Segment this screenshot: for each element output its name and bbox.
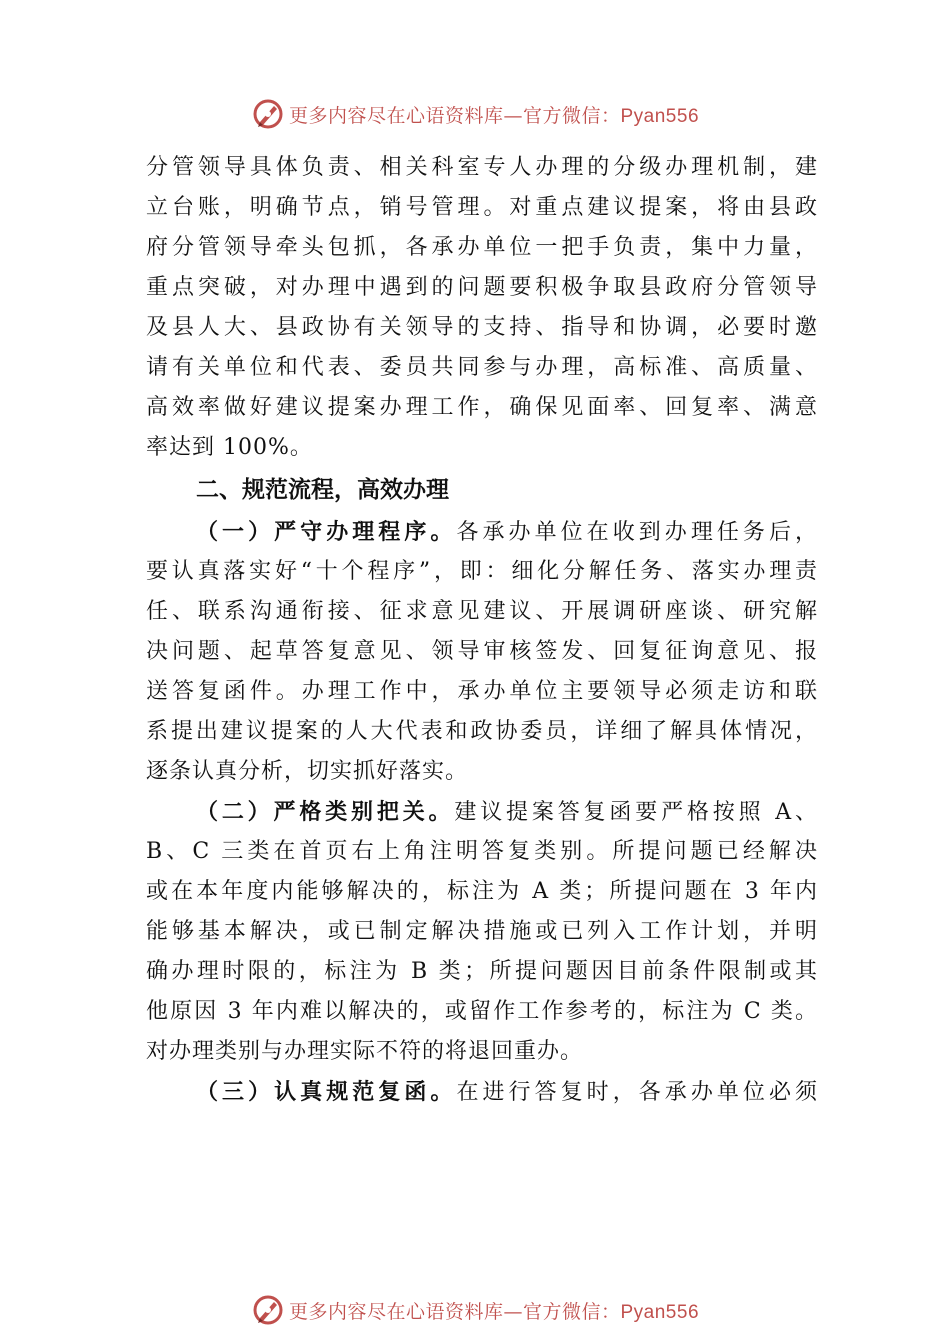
watermark-text: 更多内容尽在心语资料库—官方微信：Pyan556: [288, 104, 700, 127]
text-line: 及县人大、县政协有关领导的支持、指导和协调，必要时邀: [146, 315, 818, 340]
text-line: 立台账，明确节点，销号管理。对重点建议提案，将由县政: [146, 195, 818, 220]
text-line: 请有关单位和代表、委员共同参与办理，高标准、高质量、: [146, 355, 818, 380]
subsection-first-line: [146, 1072, 818, 1112]
text-run: 在进行答复时，各承办单位必须: [456, 1080, 818, 1105]
text-line: 高效率做好建议提案办理工作，确保见面率、回复率、满意: [146, 395, 818, 420]
section-heading: 二、规范流程，高效办理: [196, 477, 449, 503]
text-line: 任、联系沟通衔接、征求意见建议、开展调研座谈、研究解: [146, 599, 818, 624]
subsection-title: （二）严格类别把关。: [196, 799, 455, 825]
subsection-first-line: [146, 512, 818, 552]
document-body: [146, 148, 818, 1112]
text-run: 各承办单位在收到办理任务后，: [456, 520, 818, 545]
footer-watermark: [0, 1290, 950, 1330]
subsection-title: （三）认真规范复函。: [196, 1079, 457, 1105]
text-line: 重点突破，对办理中遇到的问题要积极争取县政府分管领导: [146, 275, 818, 300]
subsection-first-line: [146, 792, 818, 832]
text-line: 确办理时限的，标注为 B 类；所提问题因目前条件限制或其: [146, 959, 818, 984]
watermark-text: 更多内容尽在心语资料库—官方微信：Pyan556: [288, 1300, 700, 1323]
pen-circle-logo-icon: [251, 97, 285, 131]
paragraph-intro: [146, 148, 818, 468]
text-line: B、C 三类在首页右上角注明答复类别。所提问题已经解决: [146, 839, 818, 864]
pen-circle-logo-icon: [251, 1293, 285, 1327]
wechat-id: Pyan556: [620, 105, 700, 127]
text-line: 对办理类别与办理实际不符的将退回重办。: [146, 1039, 584, 1064]
text-line: 要认真落实好“十个程序”，即：细化分解任务、落实办理责: [146, 559, 818, 584]
header-watermark: [0, 94, 950, 134]
subsection-category: [146, 792, 818, 1072]
subsection-procedure: [146, 512, 818, 792]
text-line: 送答复函件。办理工作中，承办单位主要领导必须走访和联: [146, 679, 818, 704]
text-line: 逐条认真分析，切实抓好落实。: [146, 759, 469, 784]
text-run: 建议提案答复函要严格按照 A、: [454, 800, 818, 825]
text-line: 决问题、起草答复意见、领导审核签发、回复征询意见、报: [146, 639, 818, 664]
text-line: 或在本年度内能够解决的，标注为 A 类；所提问题在 3 年内: [146, 879, 818, 904]
text-line: 率达到 100%。: [146, 435, 313, 460]
text-line: 他原因 3 年内难以解决的，或留作工作参考的，标注为 C 类。: [146, 999, 818, 1024]
subsection-reply: [146, 1072, 818, 1112]
subsection-title: （一）严守办理程序。: [196, 519, 457, 545]
text-line: 能够基本解决，或已制定解决措施或已列入工作计划，并明: [146, 919, 818, 944]
text-line: 分管领导具体负责、相关科室专人办理的分级办理机制，建: [146, 155, 818, 180]
wechat-id: Pyan556: [620, 1301, 700, 1323]
text-line: 府分管领导牵头包抓，各承办单位一把手负责，集中力量，: [146, 235, 818, 260]
text-line: 系提出建议提案的人大代表和政协委员，详细了解具体情况，: [146, 719, 818, 744]
